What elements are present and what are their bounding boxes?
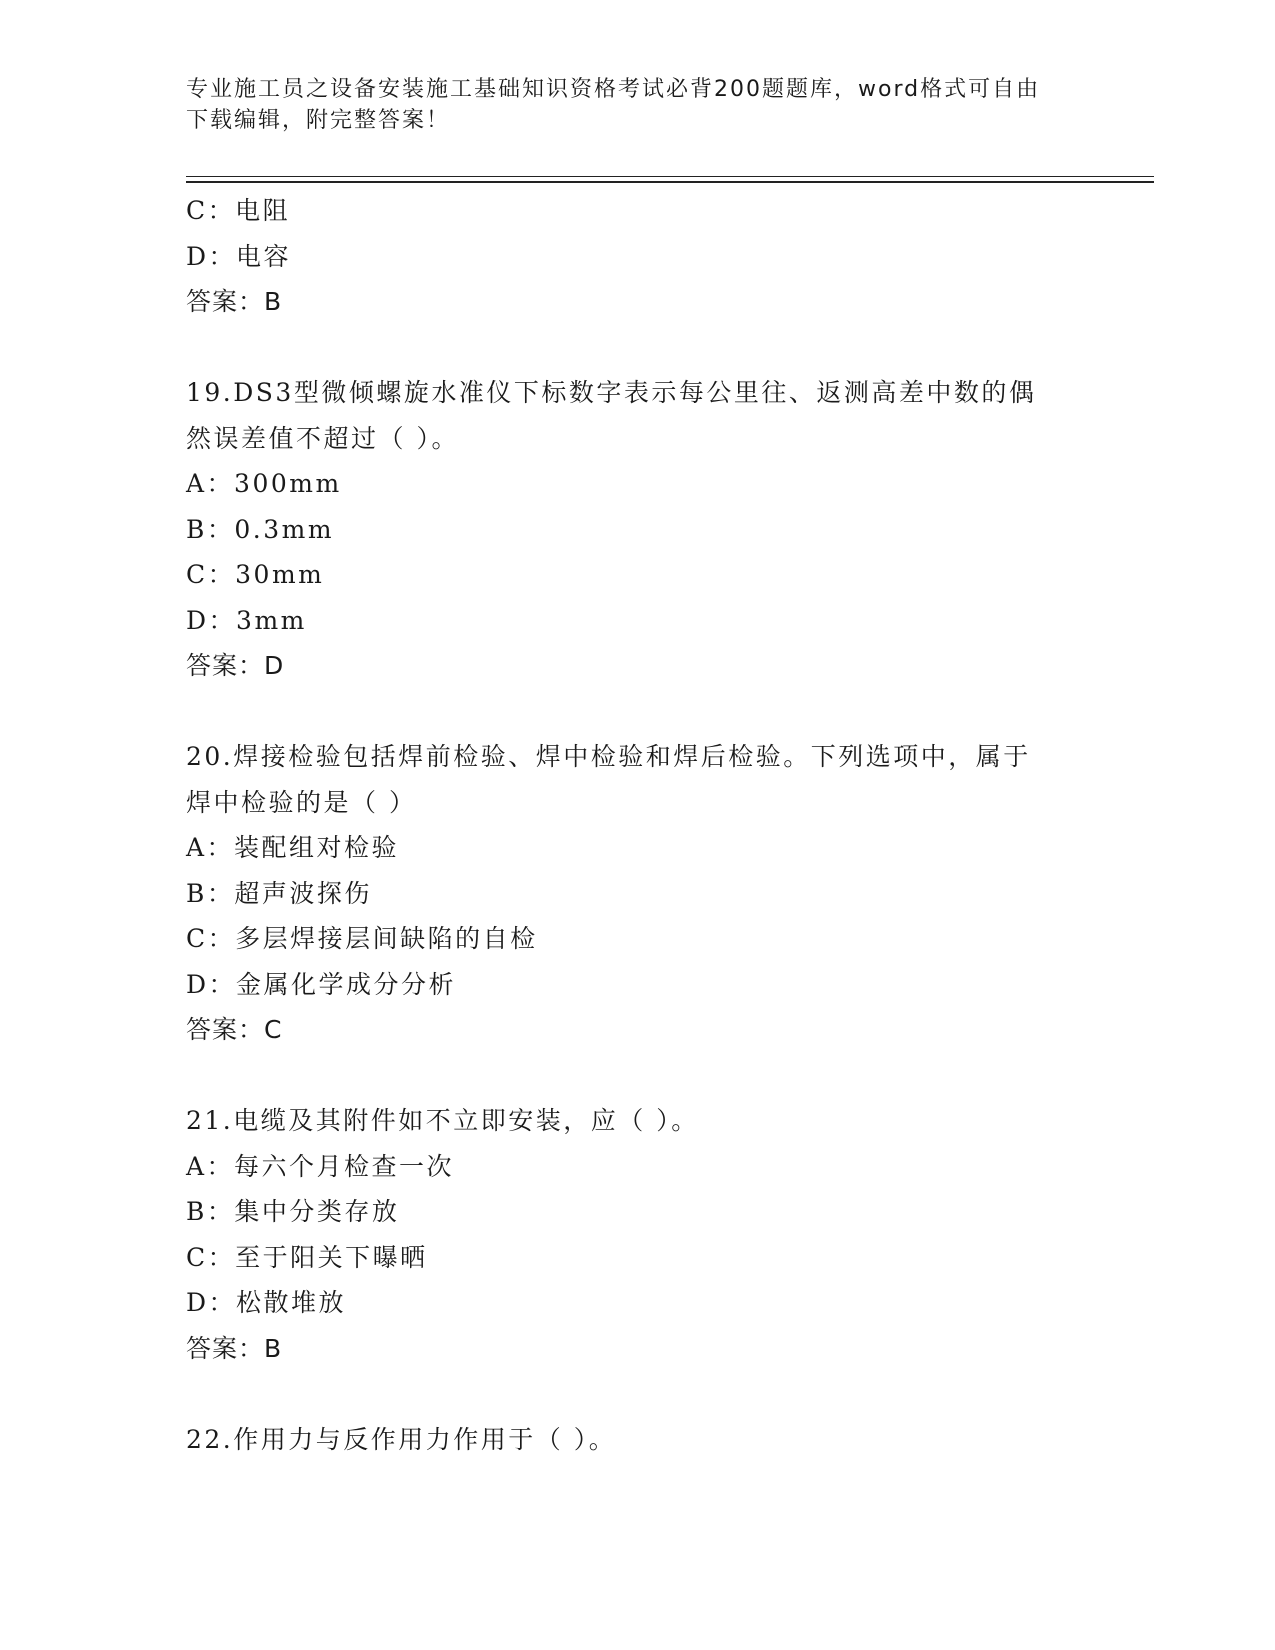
question-stem: 21.电缆及其附件如不立即安装，应（ ）。	[186, 1106, 699, 1135]
option-d: D：松散堆放	[186, 1288, 347, 1317]
option-c: C：多层焊接层间缺陷的自检	[186, 924, 538, 953]
option-b: B：超声波探伤	[186, 878, 372, 908]
header-line-2: 下载编辑，附完整答案！	[186, 108, 451, 133]
answer-line: 答案：D	[186, 651, 285, 680]
option-d: D：3mm	[186, 605, 307, 635]
header-line-1: 专业施工员之设备安装施工基础知识资格考试必背200题题库，word格式可自由	[186, 77, 1041, 102]
spacer	[186, 689, 1086, 735]
question-21	[186, 1098, 1086, 1371]
question-22	[186, 1417, 1086, 1463]
option-d: D：电容	[186, 241, 292, 271]
answer-line: 答案：C	[186, 1015, 283, 1044]
answer-line: 答案：B	[186, 287, 283, 316]
question-stem: 20.焊接检验包括焊前检验、焊中检验和焊后检验。下列选项中，属于	[186, 742, 1031, 771]
option-d: D：金属化学成分分析	[186, 969, 457, 999]
option-b: B：集中分类存放	[186, 1197, 400, 1226]
question-list	[186, 188, 1086, 1462]
option-a: A：每六个月检查一次	[186, 1151, 455, 1181]
question-19	[186, 370, 1086, 689]
question-18-tail	[186, 188, 1086, 325]
spacer	[186, 1371, 1086, 1417]
option-a: A：300mm	[186, 469, 342, 498]
option-c: C：电阻	[186, 196, 291, 225]
header-divider-thin	[186, 176, 1154, 177]
question-20	[186, 734, 1086, 1053]
header-divider-thick	[186, 181, 1154, 183]
answer-line: 答案：B	[186, 1333, 283, 1363]
option-b: B：0.3mm	[186, 514, 335, 544]
question-stem-continued: 焊中检验的是（ ）	[186, 787, 417, 817]
spacer	[186, 1053, 1086, 1099]
question-stem: 19.DS3型微倾螺旋水准仪下标数字表示每公里往、返测高差中数的偶	[186, 378, 1037, 407]
question-stem: 22.作用力与反作用力作用于（ ）。	[186, 1424, 617, 1454]
option-c: C：至于阳关下曝晒	[186, 1242, 428, 1272]
page-header	[186, 74, 1076, 136]
question-stem-continued: 然误差值不超过（ ）。	[186, 423, 459, 453]
option-c: C：30mm	[186, 560, 325, 589]
option-a: A：装配组对检验	[186, 833, 400, 862]
spacer	[186, 325, 1086, 371]
